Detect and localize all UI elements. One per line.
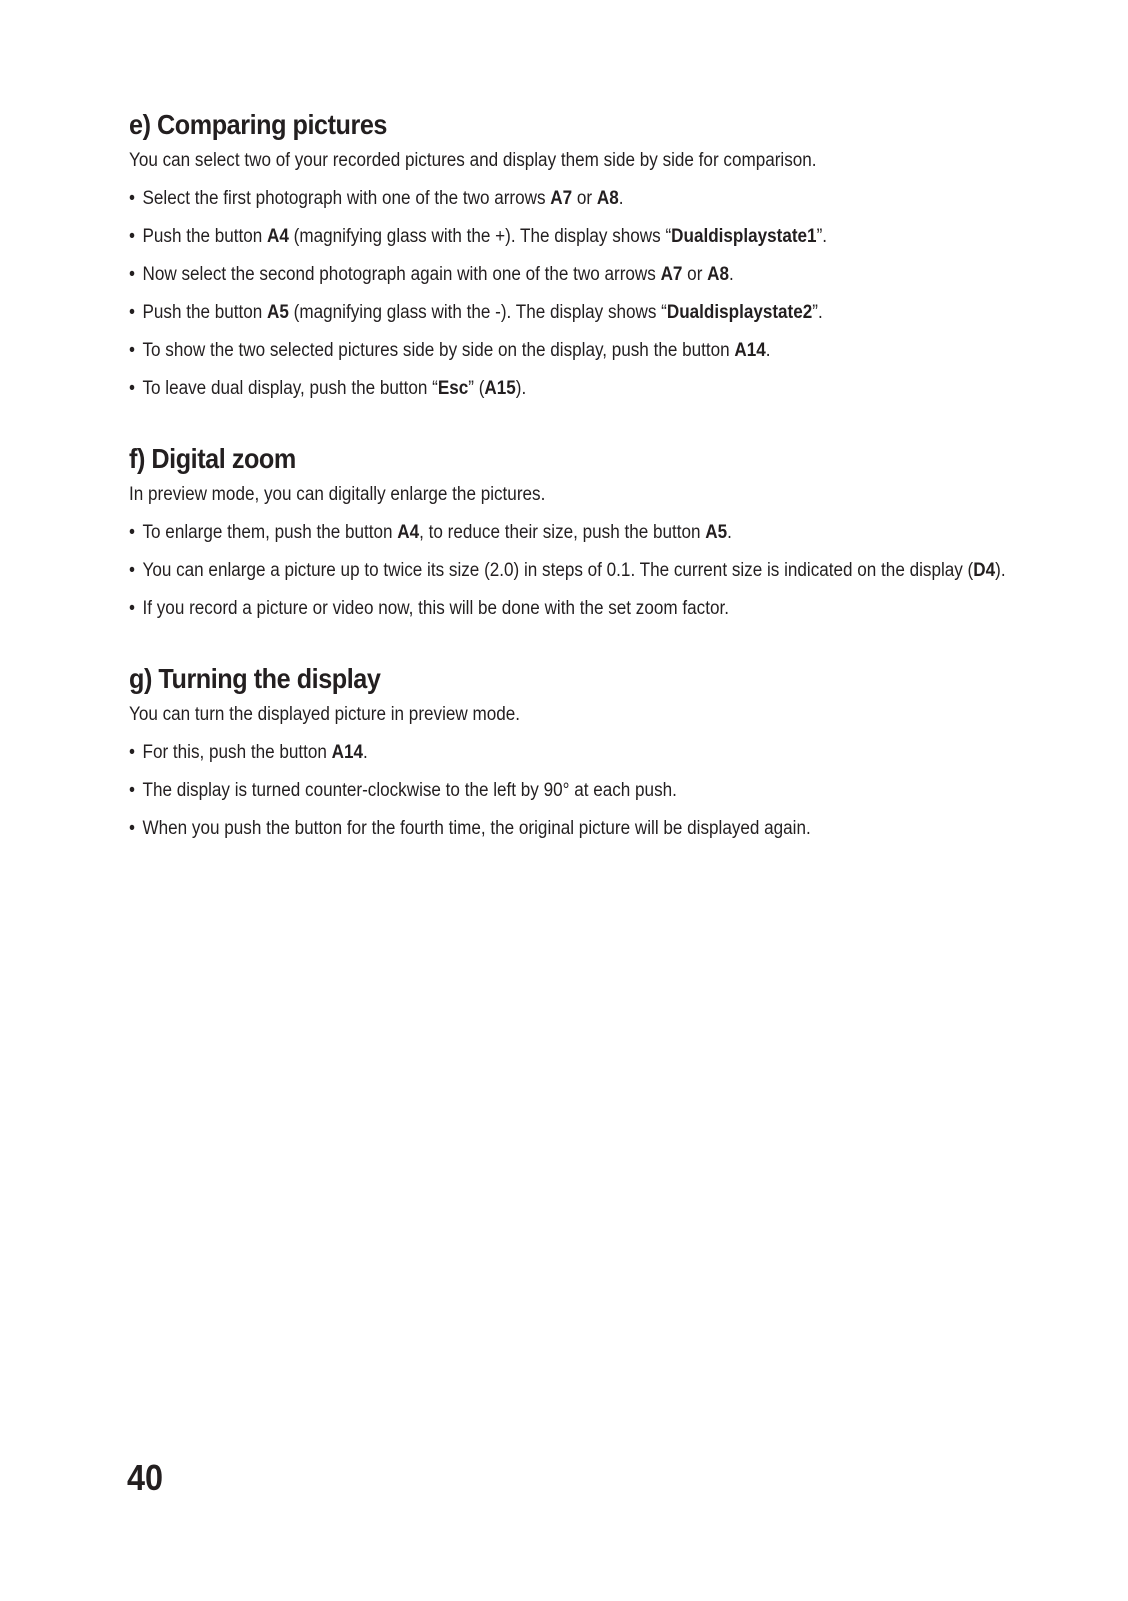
text-segment: Select the first photograph with one of the two arrows bbox=[142, 188, 551, 209]
bold-reference: A4 bbox=[397, 522, 420, 543]
section-heading: e) Comparing pictures bbox=[129, 109, 388, 140]
section-turning-display bbox=[129, 662, 1089, 841]
text-segment: To enlarge them, push the button bbox=[142, 522, 398, 543]
bold-reference: A8 bbox=[596, 188, 619, 209]
text-segment: . bbox=[765, 340, 771, 361]
text-segment: Push the button bbox=[142, 226, 268, 247]
text-segment: . bbox=[727, 522, 732, 543]
list-item bbox=[129, 187, 993, 211]
bullet-marker: • bbox=[129, 264, 135, 285]
text-segment: or bbox=[572, 188, 597, 209]
list-item bbox=[129, 521, 993, 545]
text-segment: When you push the button for the fourth time, the original picture will be displayed again. bbox=[142, 818, 811, 839]
bullet-marker: • bbox=[129, 560, 135, 581]
list-item bbox=[129, 779, 993, 803]
bold-reference: A5 bbox=[267, 302, 289, 323]
list-item bbox=[129, 377, 993, 401]
page-number: 40 bbox=[127, 1457, 164, 1498]
bold-reference: Dualdisplaystate1 bbox=[671, 226, 817, 247]
list-item bbox=[129, 741, 993, 765]
text-segment: The display is turned counter-clockwise to the left by 90° at each push. bbox=[142, 780, 677, 801]
bold-reference: A15 bbox=[484, 378, 516, 399]
text-segment: ” ( bbox=[468, 378, 485, 399]
bold-reference: A14 bbox=[331, 742, 364, 763]
text-segment: (magnifying glass with the +). The display shows “ bbox=[288, 226, 672, 247]
bullet-marker: • bbox=[129, 598, 135, 619]
bullet-marker: • bbox=[129, 226, 135, 247]
bold-reference: A4 bbox=[267, 226, 289, 247]
bullet-marker: • bbox=[129, 522, 135, 543]
text-segment: Now select the second photograph again with one of the two arrows bbox=[142, 264, 661, 285]
text-segment: . bbox=[363, 742, 368, 763]
bold-reference: A5 bbox=[705, 522, 728, 543]
text-segment: or bbox=[682, 264, 708, 285]
text-segment: You can enlarge a picture up to twice its size (2.0) in steps of 0.1. The current size is indicated on the display ( bbox=[142, 560, 974, 581]
section-heading: f) Digital zoom bbox=[129, 443, 296, 474]
text-segment: ). bbox=[995, 560, 1006, 581]
bullet-list bbox=[129, 741, 1089, 841]
bold-reference: A7 bbox=[550, 188, 573, 209]
bullet-marker: • bbox=[129, 378, 135, 399]
text-segment: To leave dual display, push the button “ bbox=[142, 378, 438, 399]
page-content bbox=[129, 108, 1089, 882]
list-item bbox=[129, 817, 993, 841]
text-segment: . bbox=[729, 264, 734, 285]
text-segment: If you record a picture or video now, this will be done with the set zoom factor. bbox=[142, 598, 729, 619]
bold-reference: Esc bbox=[437, 378, 469, 399]
list-item bbox=[129, 263, 993, 287]
list-item bbox=[129, 339, 993, 363]
text-segment: To show the two selected pictures side by side on the display, push the button bbox=[142, 340, 735, 361]
bold-reference: Dualdisplaystate2 bbox=[666, 302, 813, 323]
bullet-marker: • bbox=[129, 188, 135, 209]
section-comparing-pictures bbox=[129, 108, 1089, 401]
bold-reference: A14 bbox=[734, 340, 766, 361]
text-segment: , to reduce their size, push the button bbox=[419, 522, 706, 543]
text-segment: ”. bbox=[816, 226, 828, 247]
text-segment: . bbox=[618, 188, 624, 209]
bullet-marker: • bbox=[129, 340, 135, 361]
bullet-marker: • bbox=[129, 780, 135, 801]
section-intro: You can turn the displayed picture in preview mode. bbox=[129, 704, 521, 725]
section-intro: You can select two of your recorded pictures and display them side by side for comparison. bbox=[129, 150, 817, 171]
section-intro: In preview mode, you can digitally enlarge the pictures. bbox=[129, 484, 546, 505]
list-item bbox=[129, 559, 1006, 583]
text-segment: Push the button bbox=[142, 302, 268, 323]
list-item bbox=[129, 301, 993, 325]
bold-reference: A8 bbox=[707, 264, 730, 285]
section-digital-zoom bbox=[129, 442, 1089, 621]
bold-reference: A7 bbox=[660, 264, 683, 285]
bullet-list bbox=[129, 521, 1089, 621]
list-item bbox=[129, 597, 993, 621]
bullet-marker: • bbox=[129, 302, 135, 323]
text-segment: ”. bbox=[812, 302, 823, 323]
list-item bbox=[129, 225, 993, 249]
text-segment: (magnifying glass with the -). The display shows “ bbox=[288, 302, 667, 323]
bold-reference: D4 bbox=[973, 560, 996, 581]
bullet-marker: • bbox=[129, 818, 135, 839]
text-segment: For this, push the button bbox=[142, 742, 332, 763]
text-segment: ). bbox=[515, 378, 527, 399]
section-heading: g) Turning the display bbox=[129, 663, 381, 694]
bullet-marker: • bbox=[129, 742, 135, 763]
bullet-list bbox=[129, 187, 1089, 401]
